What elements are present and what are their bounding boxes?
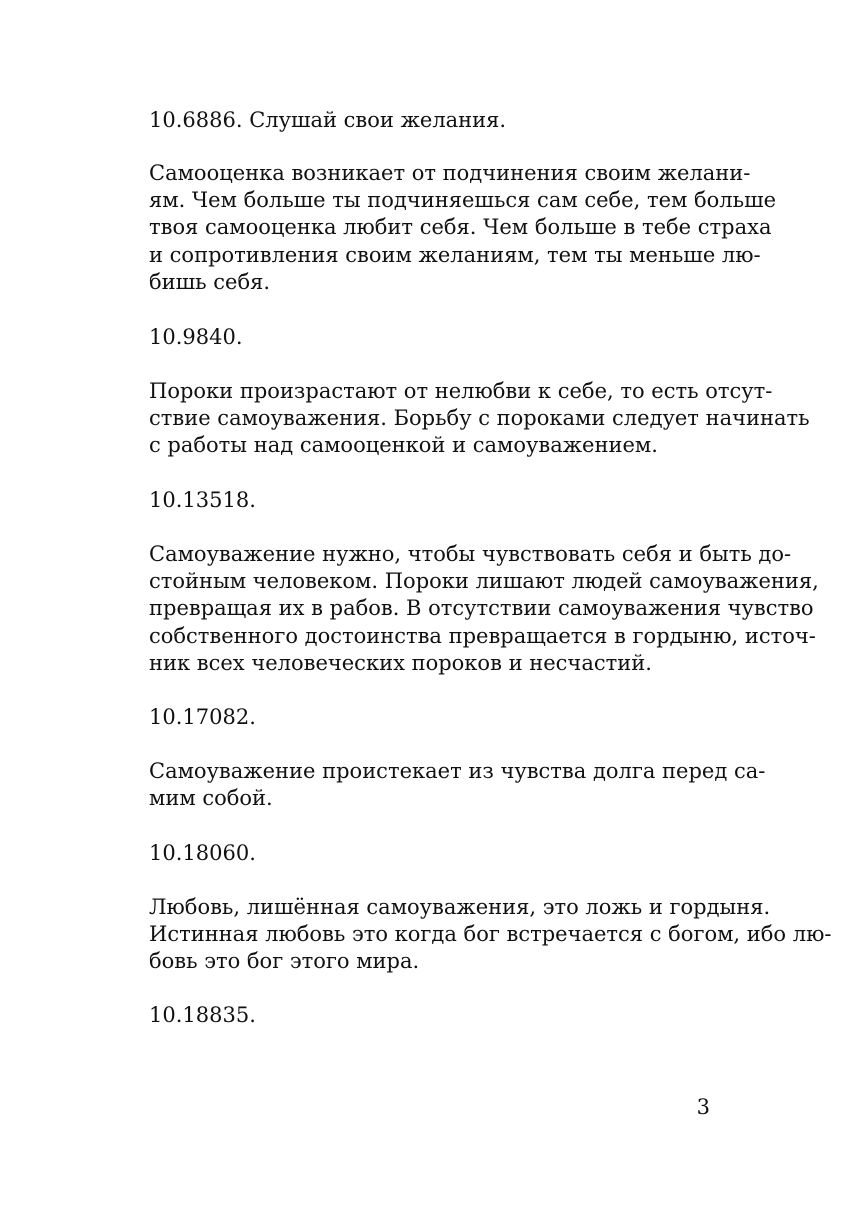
paragraph-line: и сопротивления своим желаниям, тем ты меньше лю-: [149, 242, 761, 267]
entry-heading: 10.6886. Слушай свои желания.: [149, 108, 507, 132]
paragraph-line: ник всех человеческих пороков и несчастий.: [149, 650, 652, 675]
paragraph-line: превращая их в рабов. В отсутствии самоуважения чувство: [149, 596, 814, 621]
paragraph-line: ям. Чем больше ты подчиняешься сам себе, тем больше: [149, 188, 777, 213]
paragraph-line: собственного достоинства превращается в гордыню, источ-: [149, 623, 816, 648]
paragraph-line: Любовь, лишённая самоуважения, это ложь и гордыня.: [149, 895, 771, 919]
paragraph-line: Самоуважение проистекает из чувства долга перед са-: [149, 759, 766, 783]
paragraph-line: ствие самоуважения. Борьбу с пороками следует начинать: [149, 406, 810, 431]
entry-paragraph: [112, 758, 766, 812]
entry-paragraph: [112, 160, 777, 296]
entry-heading: 10.17082.: [149, 705, 256, 729]
entry-paragraph: [112, 894, 832, 976]
entry-heading: 10.18060.: [149, 841, 256, 865]
paragraph-line: мим собой.: [149, 786, 273, 811]
page-number: 3: [696, 1095, 710, 1119]
paragraph-line: бовь это бог этого мира.: [149, 949, 420, 974]
entry-heading: 10.9840.: [149, 325, 243, 349]
entry-paragraph: [112, 541, 819, 677]
paragraph-line: Истинная любовь это когда бог встречается с богом, ибо лю-: [149, 922, 832, 947]
entry-heading: 10.13518.: [149, 488, 256, 512]
entry-paragraph: [112, 378, 810, 460]
paragraph-line: стойным человеком. Пороки лишают людей самоуважения,: [149, 569, 819, 594]
paragraph-line: Пороки произрастают от нелюбви к себе, то есть отсут-: [149, 379, 773, 403]
paragraph-line: Самоуважение нужно, чтобы чувствовать себя и быть до-: [149, 542, 792, 566]
entry-heading: 10.18835.: [149, 1003, 256, 1027]
paragraph-line: твоя самооценка любит себя. Чем больше в тебе страха: [149, 215, 772, 240]
paragraph-line: бишь себя.: [149, 269, 271, 294]
paragraph-line: Самооценка возникает от подчинения своим желани-: [149, 161, 751, 185]
paragraph-line: с работы над самооценкой и самоуважением.: [149, 433, 658, 458]
